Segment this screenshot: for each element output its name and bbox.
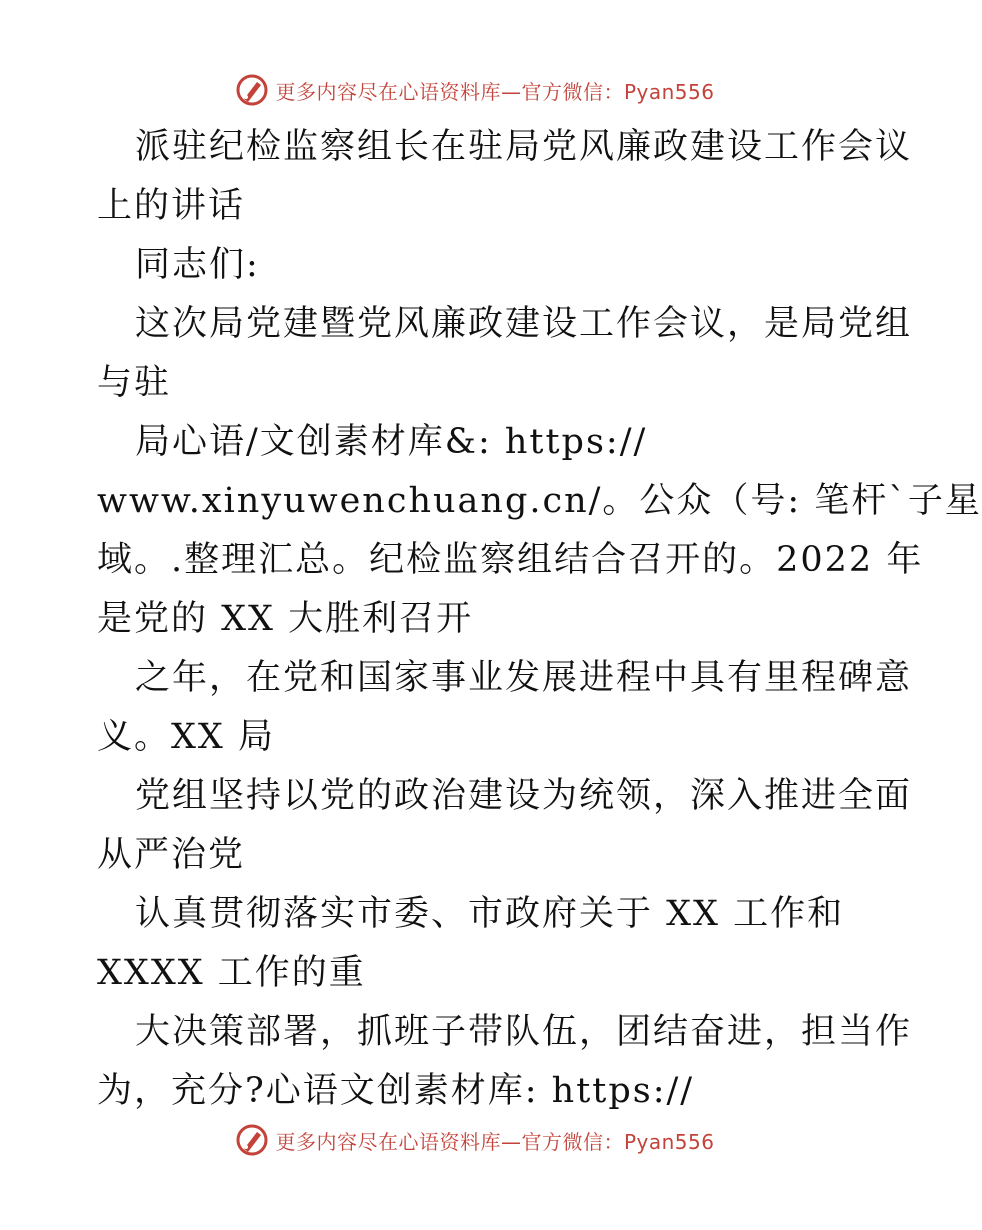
text-line: 是党的 XX 大胜利召开 [97, 599, 474, 639]
text-line: 这次局党建暨党风廉政建设工作会议，是局党组 [135, 304, 913, 344]
text-line: 上的讲话 [97, 186, 246, 226]
text-line: 与驻 [97, 363, 172, 403]
text-line: 大决策部署，抓班子带队伍，团结奋进，担当作 [135, 1012, 913, 1052]
text-line: XXXX 工作的重 [97, 953, 366, 993]
text-line: 认真贯彻落实市委、市政府关于 XX 工作和 [135, 894, 845, 934]
header-banner [0, 70, 950, 110]
text-line: www.xinyuwenchuang.cn/。公众（号: 笔杆`子星 [97, 481, 982, 521]
text-line: 义。XX 局 [97, 717, 275, 757]
text-line: 域。.整理汇总。纪检监察组结合召开的。2022 年 [97, 540, 924, 580]
text-line: 党组坚持以党的政治建设为统领，深入推进全面 [135, 776, 913, 816]
footer-banner-text: 更多内容尽在心语资料库—官方微信：Pyan556 [275, 1129, 715, 1154]
text-line: 同志们: [135, 245, 260, 285]
text-line: 之年，在党和国家事业发展进程中具有里程碑意 [135, 658, 913, 698]
document-body [97, 118, 982, 1121]
text-line: 从严治党 [97, 835, 246, 875]
header-banner-text: 更多内容尽在心语资料库—官方微信：Pyan556 [275, 79, 715, 104]
text-line: 为，充分?心语文创素材库: https:// [97, 1071, 695, 1111]
pen-logo-icon [235, 1123, 269, 1157]
text-line: 派驻纪检监察组长在驻局党风廉政建设工作会议 [135, 127, 913, 167]
text-line: 局心语/文创素材库&: https:// [135, 422, 648, 462]
pen-logo-icon [235, 73, 269, 107]
footer-banner [0, 1120, 950, 1160]
